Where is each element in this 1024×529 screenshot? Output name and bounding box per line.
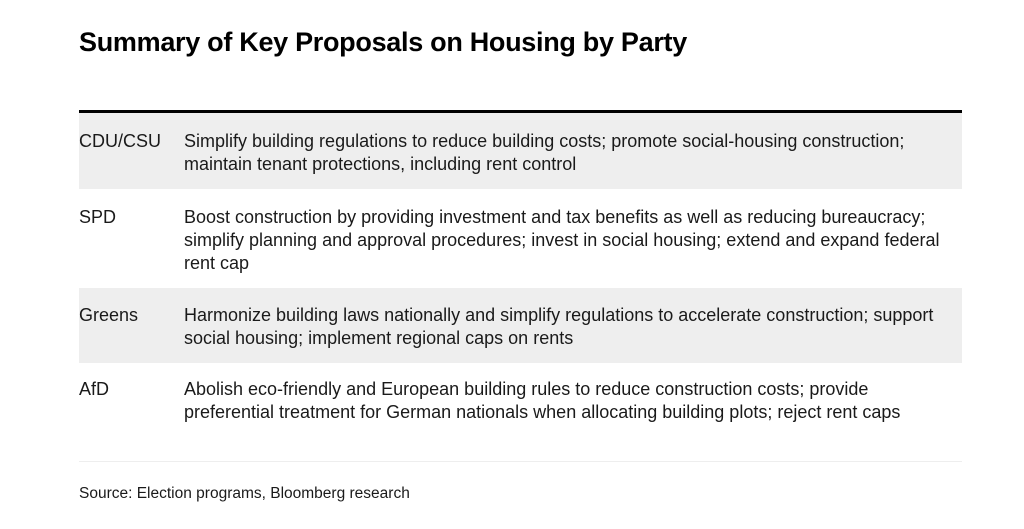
party-name: AfD (79, 379, 110, 399)
party-proposal: Simplify building regulations to reduce building costs; promote social-housing construction; maintain tenant protections, including rent control (184, 131, 905, 174)
table-row-greens (79, 289, 962, 363)
table-row-cdu-csu (79, 113, 962, 189)
table-row-spd (79, 189, 962, 289)
source-note: Source: Election programs, Bloomberg research (79, 485, 410, 502)
party-name: CDU/CSU (79, 131, 162, 151)
party-proposal: Abolish eco-friendly and European building rules to reduce construction costs; provide preferential treatment for German nationals when allocating building plots; reject rent caps (184, 379, 901, 422)
page-title: Summary of Key Proposals on Housing by Party (79, 27, 687, 57)
table-row-afd (79, 363, 962, 462)
party-name: Greens (79, 305, 139, 325)
party-proposal: Boost construction by providing investment and tax benefits as well as reducing bureaucracy; simplify planning and approval procedures; invest in social housing; extend and expand federal rent cap (184, 207, 940, 273)
party-name: SPD (79, 207, 117, 227)
party-proposal: Harmonize building laws nationally and simplify regulations to accelerate construction; support social housing; implement regional caps on rents (184, 305, 934, 348)
proposals-table (79, 110, 962, 462)
